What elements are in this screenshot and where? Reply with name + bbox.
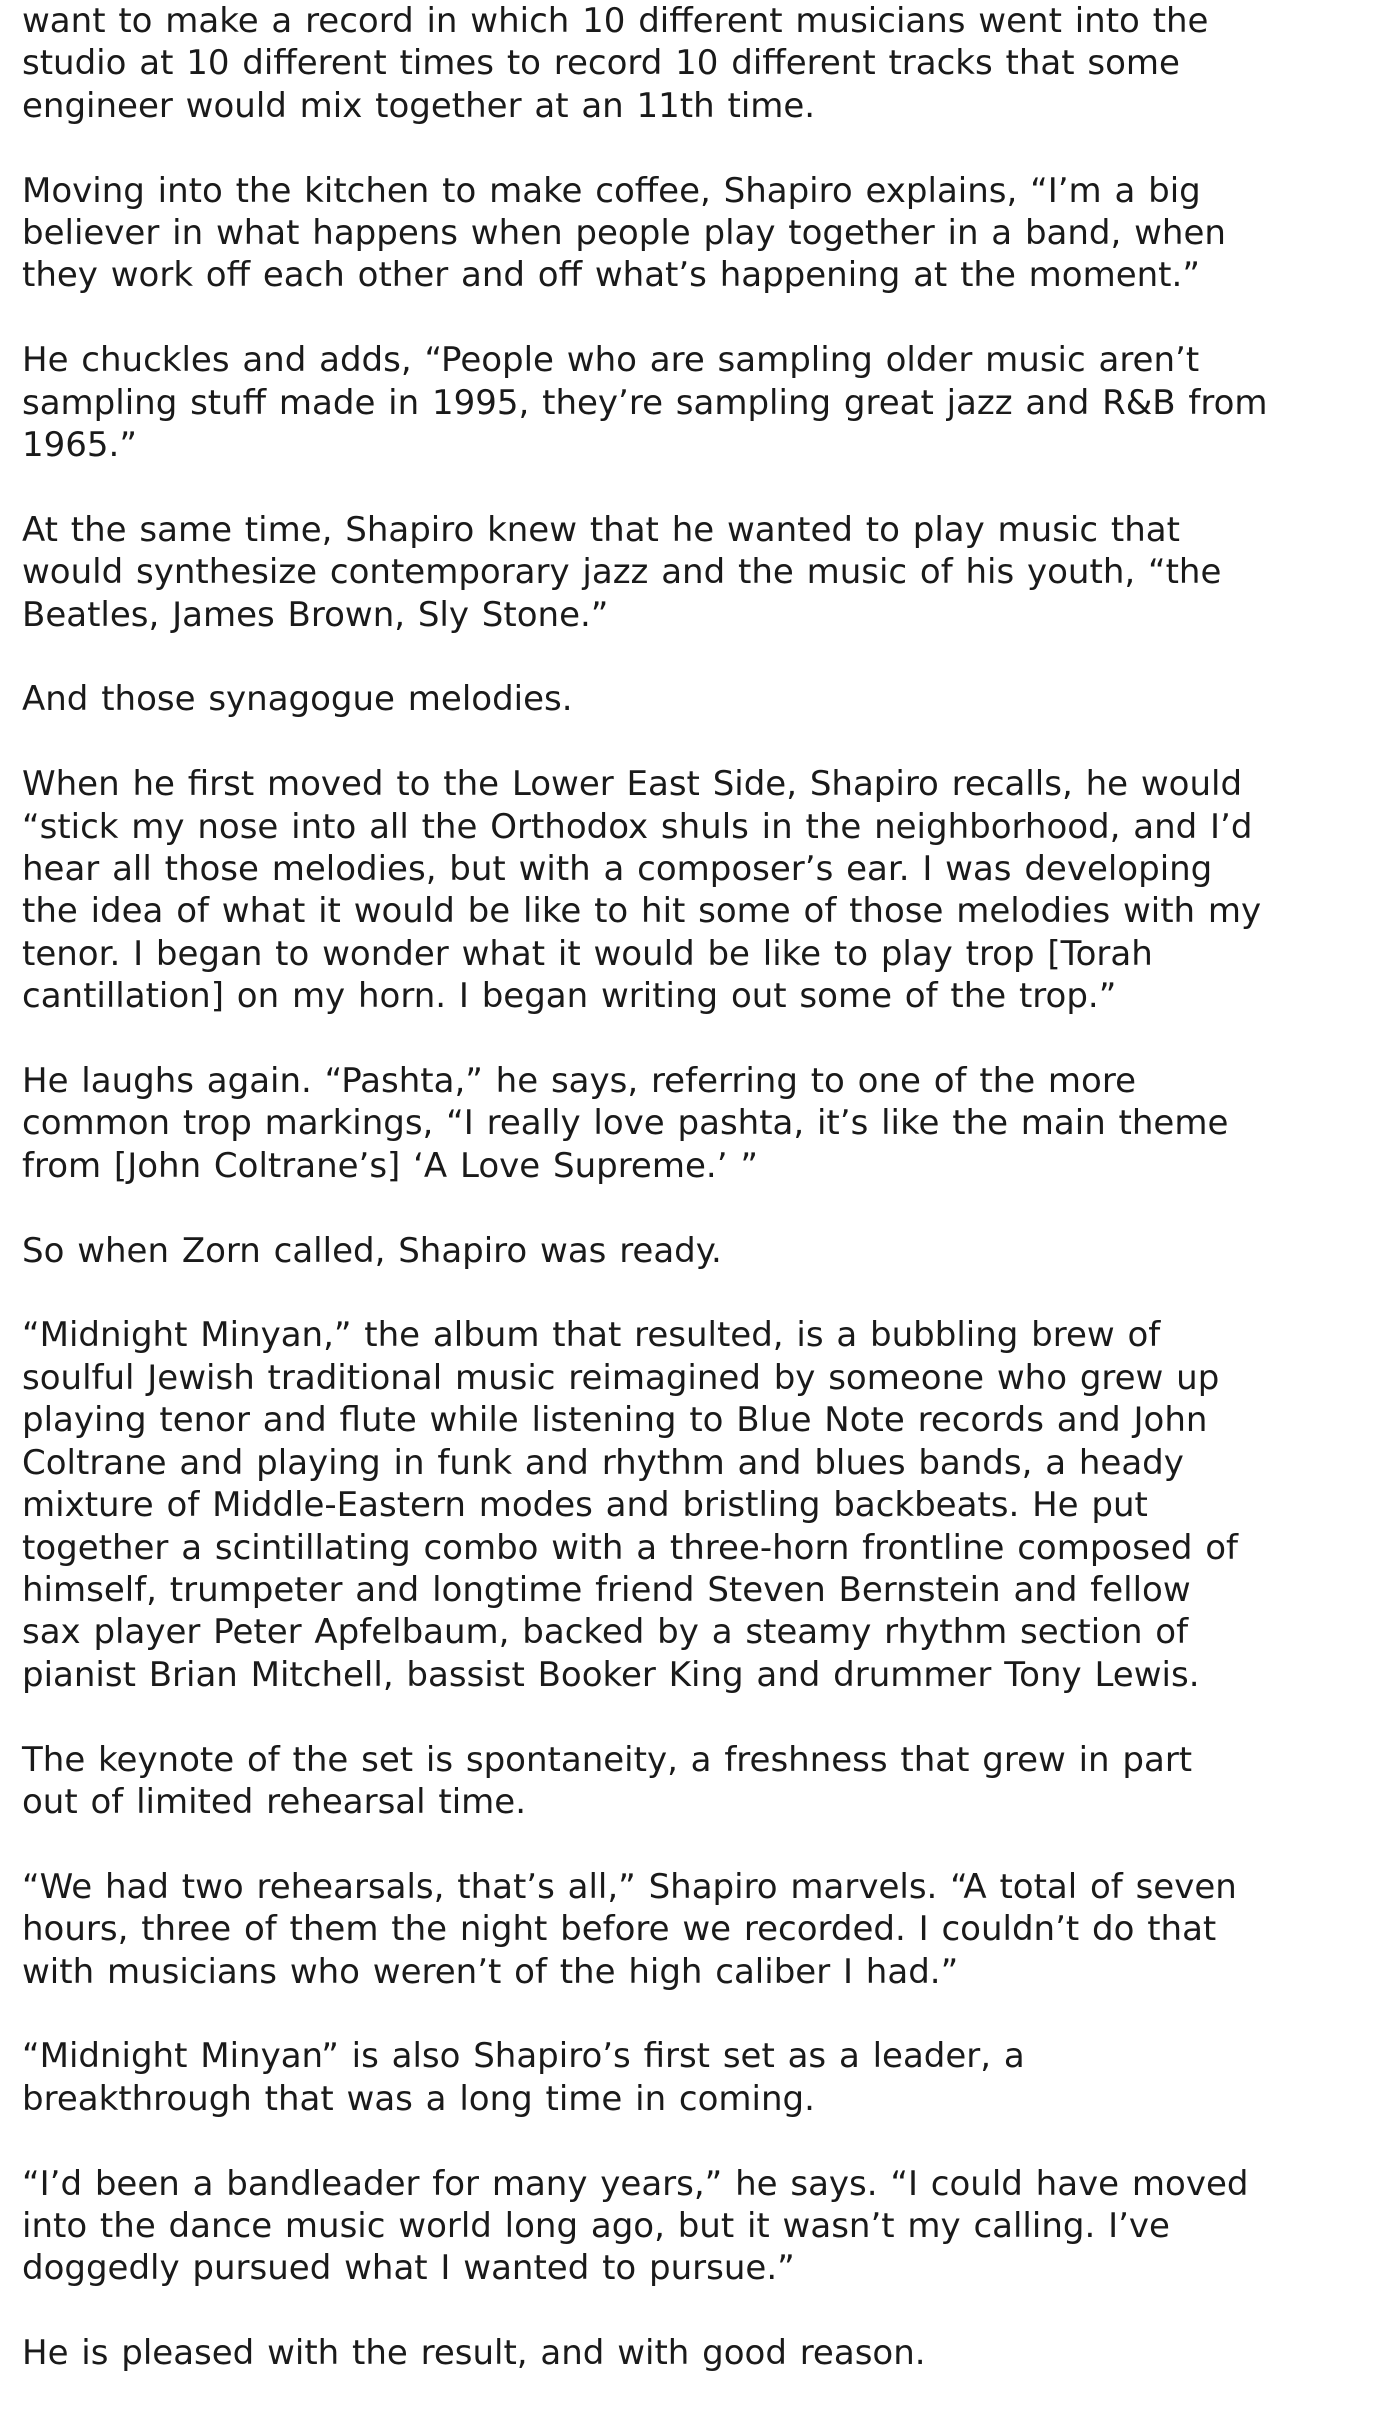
paragraph: The keynote of the set is spontaneity, a freshness that grew in part out of limited rehearsal time. (22, 1739, 1193, 1822)
paragraph: want to make a record in which 10 different musicians went into the studio at 10 different times to record 10 different tracks that some engineer would mix together at an 11th time. (22, 1, 1209, 126)
paragraph: And those synagogue melodies. (22, 679, 573, 720)
paragraph: At the same time, Shapiro knew that he wanted to play music that would synthesize contemporary jazz and the music of his youth, “the Beatles, James Brown, Sly Stone.” (22, 509, 1222, 635)
paragraph: He is pleased with the result, and with good reason. (22, 2333, 926, 2374)
paragraph: “We had two rehearsals, that’s all,” Shapiro marvels. “A total of seven hours, three of them the night before we recorded. I couldn’t do that with musicians who weren’t of the high caliber I had.” (22, 1866, 1237, 1992)
article-body (22, 0, 1362, 2417)
paragraph: Moving into the kitchen to make coffee, Shapiro explains, “I’m a big believer in what happens when people play together in a band, when they work off each other and off what’s happening at the moment.” (22, 170, 1226, 296)
paragraph: “Midnight Minyan” is also Shapiro’s first set as a leader, a breakthrough that was a long time in coming. (22, 2036, 1025, 2119)
paragraph: He laughs again. “Pashta,” he says, referring to one of the more common trop markings, “I really love pashta, it’s like the main theme from [John Coltrane’s] ‘A Love Supreme.’ ” (22, 1061, 1229, 1186)
paragraph: So when Zorn called, Shapiro was ready. (22, 1230, 722, 1271)
paragraph: “Midnight Minyan,” the album that resulted, is a bubbling brew of soulful Jewish traditional music reimagined by someone who grew up playing tenor and flute while listening to Blue Note records and John Coltrane and playing in funk and rhythm and blues bands, a heady mixture of Middle-Eastern modes and bristling backbeats. He put together a scintillating combo with a three-horn frontline composed of himself, trumpeter and longtime friend Steven Bernstein and fellow sax player Peter Apfelbaum, backed by a steamy rhythm section of pianist Brian Mitchell, bassist Booker King and drummer Tony Lewis. (22, 1315, 1239, 1695)
paragraph: “I’d been a bandleader for many years,” he says. “I could have moved into the dance music world long ago, but it wasn’t my calling. I’ve doggedly pursued what I wanted to pursue.” (22, 2163, 1249, 2289)
paragraph: When he first moved to the Lower East Side, Shapiro recalls, he would “stick my nose into all the Orthodox shuls in the neighborhood, and I’d hear all those melodies, but with a composer’s ear. I was developing the idea of what it would be like to hit some of those melodies with my tenor. I began to wonder what it would be like to play trop [Torah cantillation] on my horn. I began writing out some of the trop.” (22, 764, 1262, 1017)
paragraph: He chuckles and adds, “People who are sampling older music aren’t sampling stuff made in 1995, they’re sampling great jazz and R&B from 1965.” (22, 340, 1268, 466)
